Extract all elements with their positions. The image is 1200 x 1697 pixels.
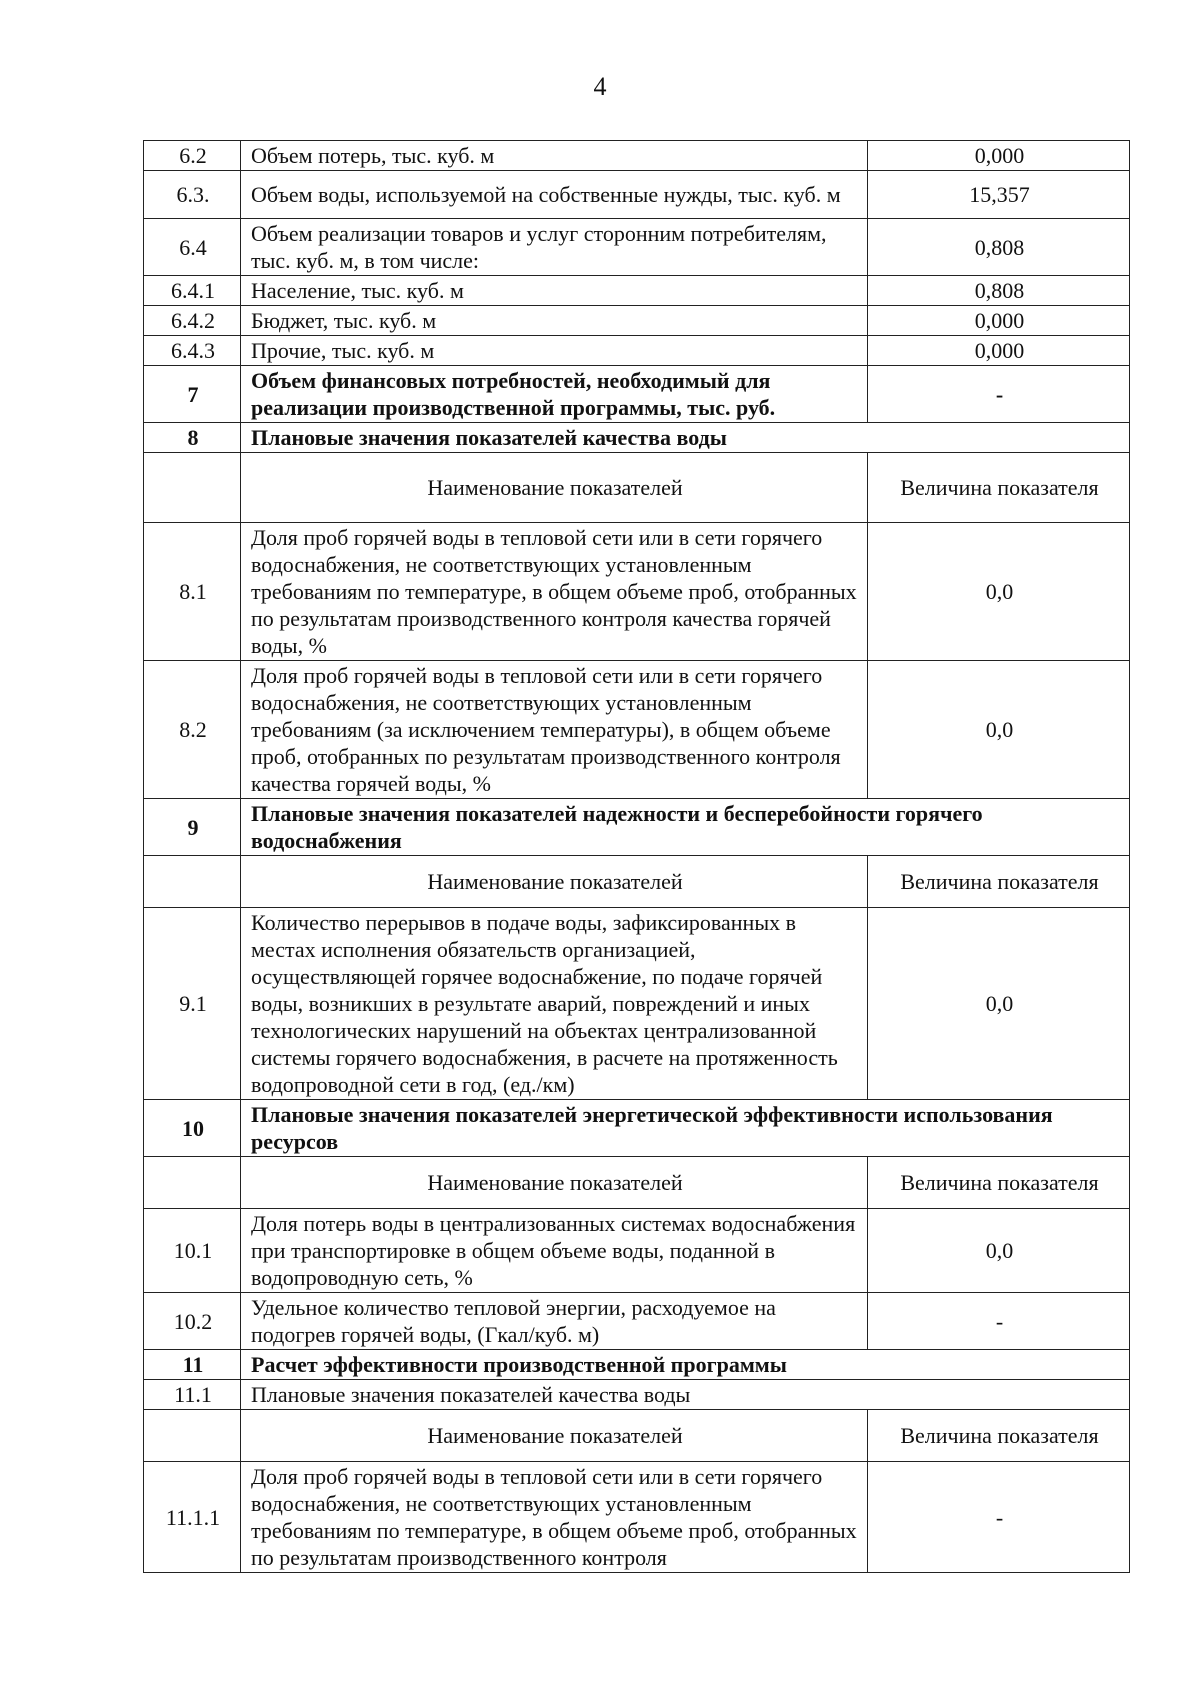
table-row	[144, 1209, 1130, 1293]
row-label: Доля проб горячей воды в тепловой сети или в сети горячего водоснабжения, не соответствующих установленным требованиям по температуре, в общем объеме проб, отобранных по результатам производственного контроля	[241, 1462, 868, 1573]
row-label: Доля проб горячей воды в тепловой сети или в сети горячего водоснабжения, не соответствующих установленным требованиям (за исключением температуры), в общем объеме проб, отобранных по результатам производственного контроля качества горячей воды, %	[241, 661, 868, 799]
table-row	[144, 276, 1130, 306]
table-row	[144, 141, 1130, 171]
column-header-name: Наименование показателей	[241, 453, 868, 523]
row-value: 0,0	[868, 908, 1130, 1100]
table-row	[144, 799, 1130, 856]
row-number	[144, 1410, 241, 1462]
column-header-value: Величина показателя	[868, 856, 1130, 908]
column-header-name: Наименование показателей	[241, 1410, 868, 1462]
table-row	[144, 1100, 1130, 1157]
indicators-table	[143, 140, 1130, 1573]
table-row	[144, 336, 1130, 366]
row-number: 6.2	[144, 141, 241, 171]
section-title: Плановые значения показателей надежности и бесперебойности горячего водоснабжения	[241, 799, 1130, 856]
page-number: 4	[593, 72, 607, 101]
row-number: 6.4.1	[144, 276, 241, 306]
row-label: Прочие, тыс. куб. м	[241, 336, 868, 366]
row-number: 8	[144, 423, 241, 453]
section-title: Плановые значения показателей качества воды	[241, 423, 1130, 453]
row-number: 6.4.3	[144, 336, 241, 366]
row-label: Удельное количество тепловой энергии, расходуемое на подогрев горячей воды, (Гкал/куб. м)	[241, 1293, 868, 1350]
row-number: 10	[144, 1100, 241, 1157]
row-number: 11	[144, 1350, 241, 1380]
table-row	[144, 1380, 1130, 1410]
row-label: Объем потерь, тыс. куб. м	[241, 141, 868, 171]
column-header-value: Величина показателя	[868, 1157, 1130, 1209]
column-header-value: Величина показателя	[868, 453, 1130, 523]
row-number: 6.4	[144, 219, 241, 276]
row-value: 0,000	[868, 336, 1130, 366]
row-number	[144, 1157, 241, 1209]
table-row	[144, 171, 1130, 219]
table-row	[144, 856, 1130, 908]
row-value: 0,0	[868, 661, 1130, 799]
row-number	[144, 453, 241, 523]
row-label: Доля проб горячей воды в тепловой сети или в сети горячего водоснабжения, не соответствующих установленным требованиям по температуре, в общем объеме проб, отобранных по результатам производственного контроля качества горячей воды, %	[241, 523, 868, 661]
row-value: 0,000	[868, 306, 1130, 336]
table-row	[144, 366, 1130, 423]
row-label: Объем финансовых потребностей, необходимый для реализации производственной программы, тыс. руб.	[241, 366, 868, 423]
row-number: 8.2	[144, 661, 241, 799]
table-row	[144, 1410, 1130, 1462]
row-number: 11.1	[144, 1380, 241, 1410]
table-row	[144, 1350, 1130, 1380]
row-label: Бюджет, тыс. куб. м	[241, 306, 868, 336]
row-value: -	[868, 366, 1130, 423]
row-value: -	[868, 1293, 1130, 1350]
row-value: 15,357	[868, 171, 1130, 219]
table-row	[144, 908, 1130, 1100]
row-number: 10.2	[144, 1293, 241, 1350]
row-number	[144, 856, 241, 908]
table-row	[144, 523, 1130, 661]
row-value: 0,808	[868, 219, 1130, 276]
row-value: 0,000	[868, 141, 1130, 171]
table-row	[144, 453, 1130, 523]
row-value: -	[868, 1462, 1130, 1573]
row-value: 0,0	[868, 1209, 1130, 1293]
row-number: 6.3.	[144, 171, 241, 219]
row-number: 9.1	[144, 908, 241, 1100]
table-row	[144, 423, 1130, 453]
section-title: Расчет эффективности производственной программы	[241, 1350, 1130, 1380]
row-number: 6.4.2	[144, 306, 241, 336]
row-label: Объем реализации товаров и услуг сторонним потребителям, тыс. куб. м, в том числе:	[241, 219, 868, 276]
table-row	[144, 661, 1130, 799]
column-header-value: Величина показателя	[868, 1410, 1130, 1462]
table-row	[144, 1157, 1130, 1209]
column-header-name: Наименование показателей	[241, 1157, 868, 1209]
row-number: 10.1	[144, 1209, 241, 1293]
section-title: Плановые значения показателей энергетической эффективности использования ресурсов	[241, 1100, 1130, 1157]
row-number: 8.1	[144, 523, 241, 661]
row-label: Доля потерь воды в централизованных системах водоснабжения при транспортировке в общем объеме воды, поданной в водопроводную сеть, %	[241, 1209, 868, 1293]
table-row	[144, 1293, 1130, 1350]
row-label: Количество перерывов в подаче воды, зафиксированных в местах исполнения обязательств организацией, осуществляющей горячее водоснабжение, по подаче горячей воды, возникших в результате аварий, повреждений и иных технологических нарушений на объектах централизованной системы горячего водоснабжения, в расчете на протяженность водопроводной сети в год, (ед./км)	[241, 908, 868, 1100]
row-number: 9	[144, 799, 241, 856]
row-label: Объем воды, используемой на собственные нужды, тыс. куб. м	[241, 171, 868, 219]
row-number: 11.1.1	[144, 1462, 241, 1573]
table-row	[144, 306, 1130, 336]
row-value: 0,0	[868, 523, 1130, 661]
row-value: 0,808	[868, 276, 1130, 306]
row-label: Население, тыс. куб. м	[241, 276, 868, 306]
table-row	[144, 1462, 1130, 1573]
row-label: Плановые значения показателей качества воды	[241, 1380, 1130, 1410]
row-number: 7	[144, 366, 241, 423]
column-header-name: Наименование показателей	[241, 856, 868, 908]
table-row	[144, 219, 1130, 276]
